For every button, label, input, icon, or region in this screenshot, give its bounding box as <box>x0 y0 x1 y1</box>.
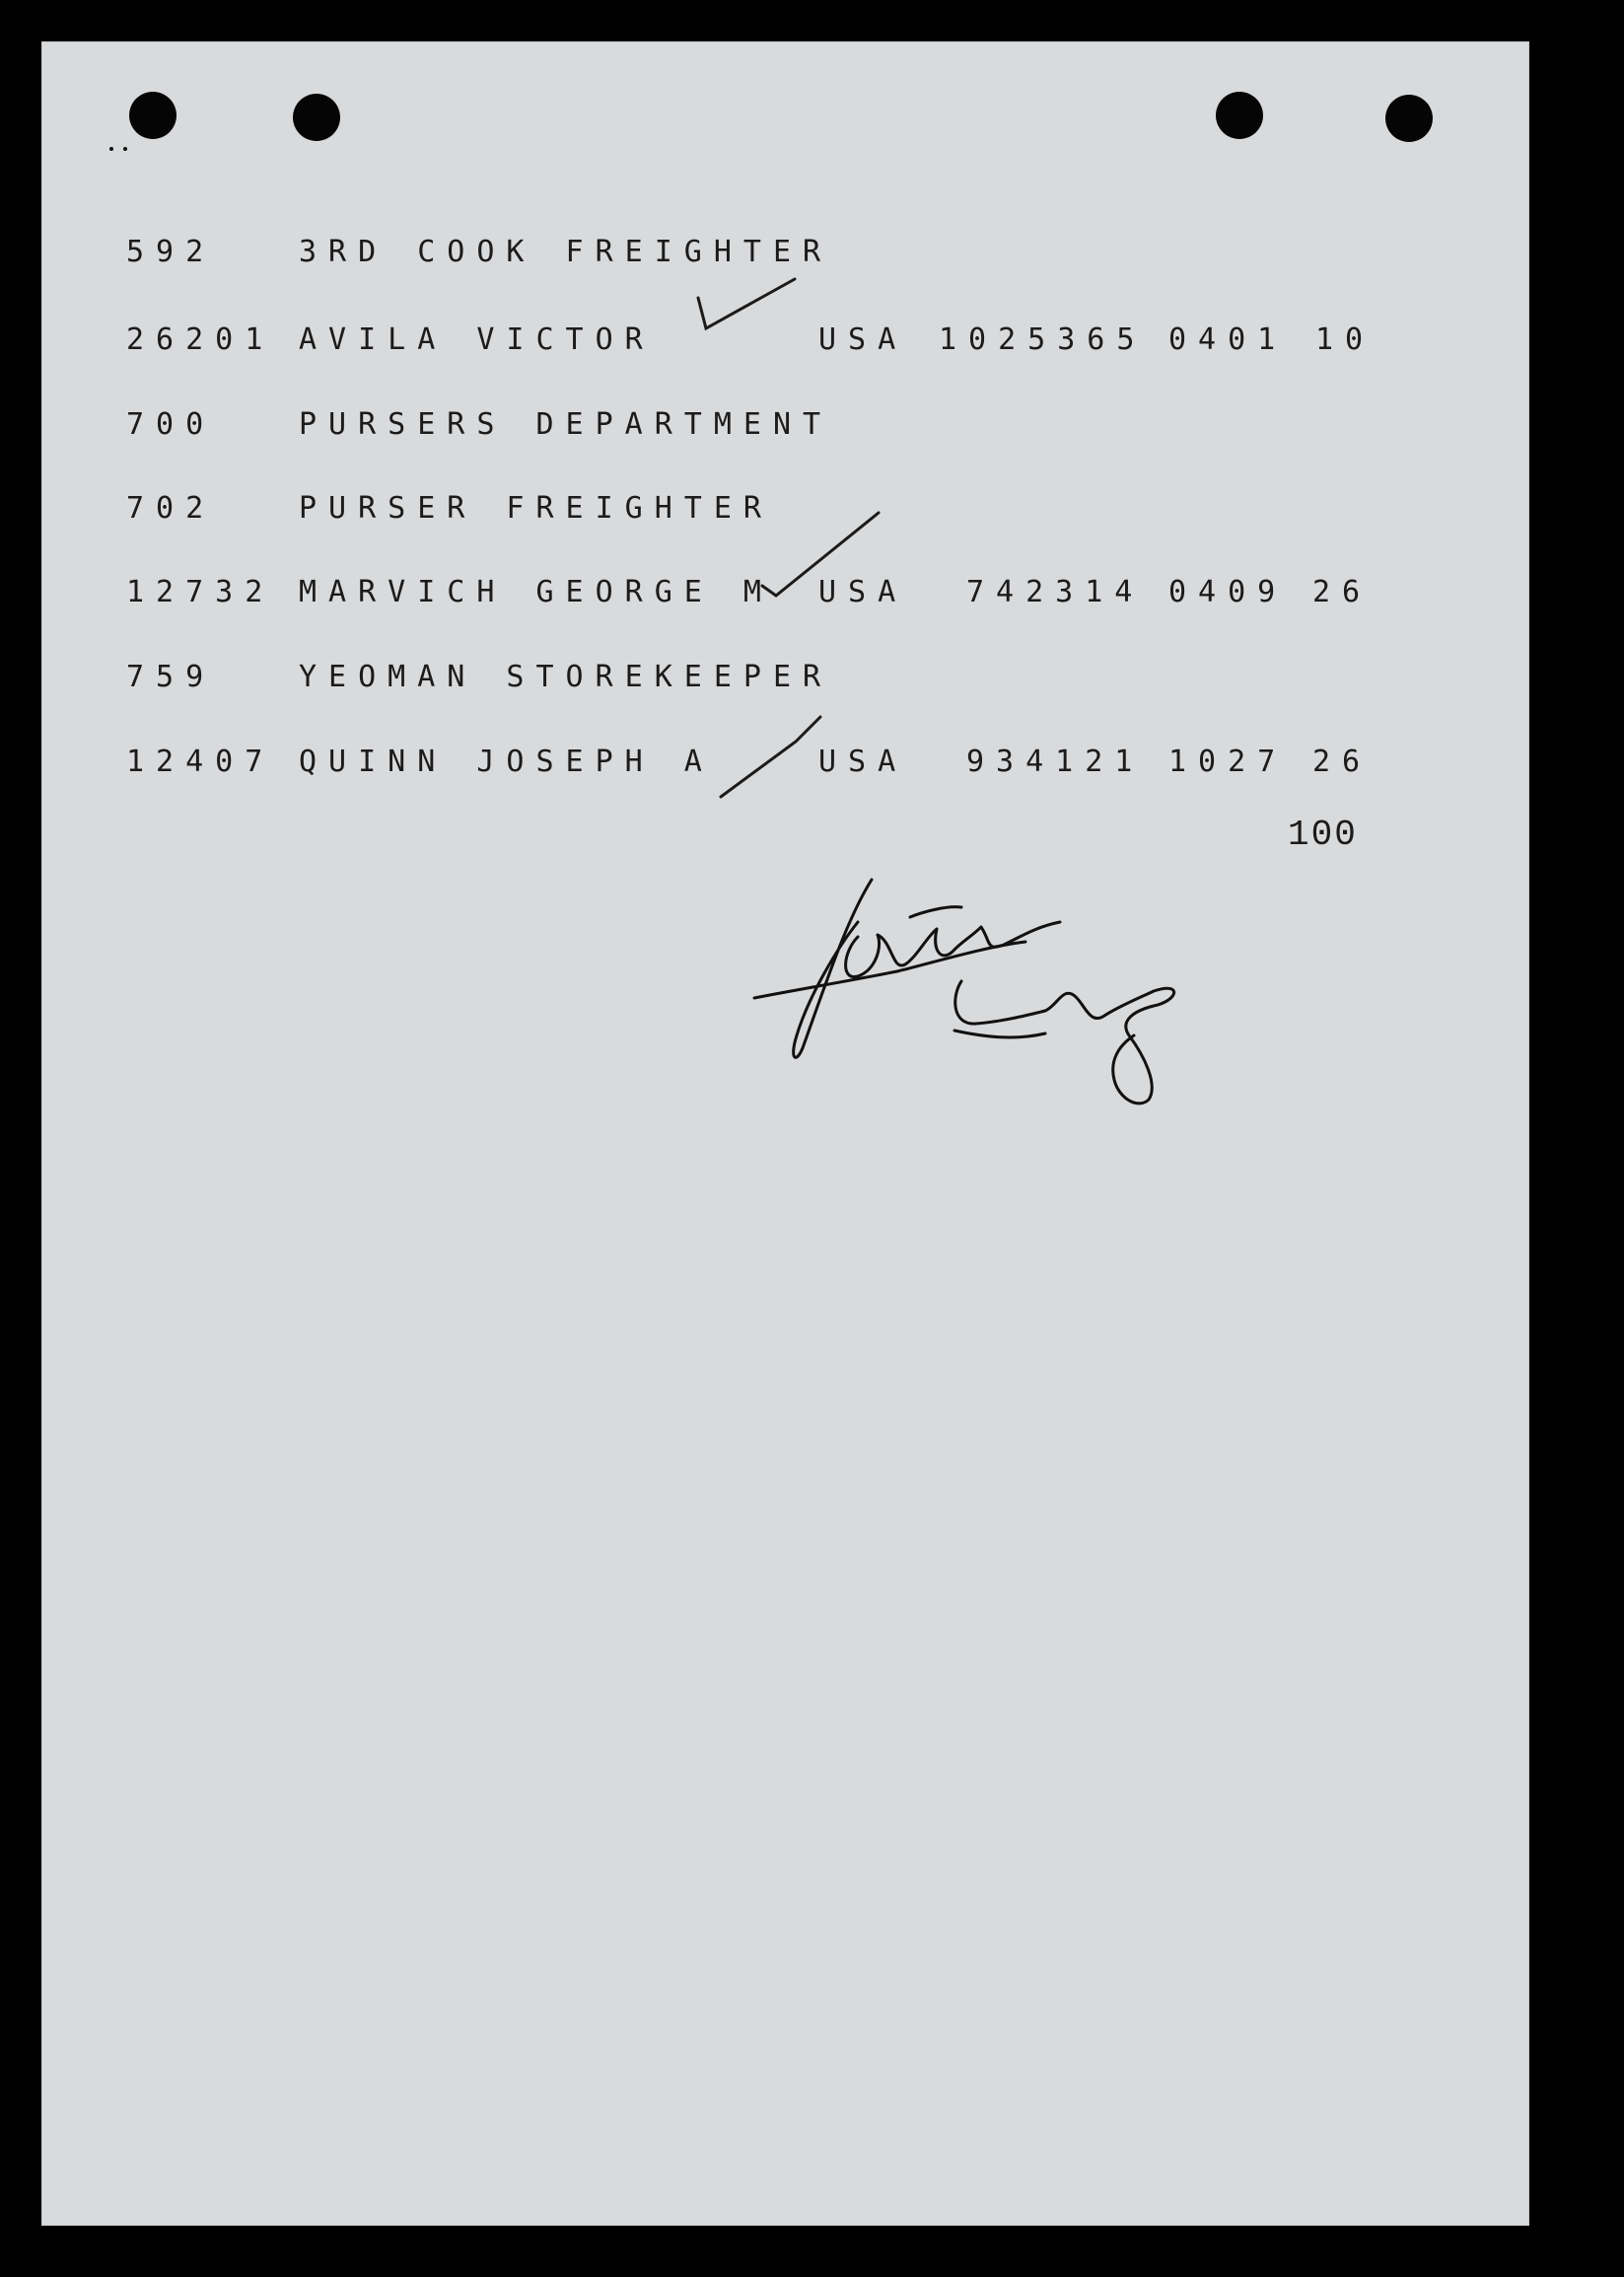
record-code: 592 <box>126 235 216 269</box>
record-value: 26 <box>1312 575 1373 609</box>
page-number: 100 <box>1288 815 1358 855</box>
record-country: USA <box>818 322 908 357</box>
record-text: AVILA VICTOR <box>299 322 655 357</box>
punch-hole-3 <box>1216 92 1263 139</box>
record-date: 1027 <box>1168 745 1288 779</box>
record-row <box>126 573 1373 612</box>
punch-hole-2 <box>293 94 340 141</box>
record-row <box>126 405 833 445</box>
record-text: YEOMAN STOREKEEPER <box>299 660 833 694</box>
record-text: PURSERS DEPARTMENT <box>299 407 833 442</box>
record-row <box>126 320 1376 360</box>
record-country: USA <box>818 575 908 609</box>
punch-hole-1 <box>129 92 177 139</box>
record-row <box>126 489 773 529</box>
record-text: PURSER FREIGHTER <box>299 491 773 526</box>
record-country: USA <box>818 745 908 779</box>
record-text: 3RD COOK FREIGHTER <box>299 235 833 269</box>
record-row <box>126 658 833 697</box>
record-code: 26201 <box>126 322 275 357</box>
record-code: 759 <box>126 660 216 694</box>
record-code: 700 <box>126 407 216 442</box>
record-date: 0401 <box>1168 322 1288 357</box>
record-code: 12732 <box>126 575 275 609</box>
record-code: 702 <box>126 491 216 526</box>
document-page <box>41 41 1529 2226</box>
record-value: 10 <box>1315 322 1376 357</box>
record-code: 12407 <box>126 745 275 779</box>
record-value: 26 <box>1312 745 1373 779</box>
record-number: 934121 <box>966 745 1145 779</box>
record-number: 1025365 <box>939 322 1147 357</box>
record-row <box>126 233 833 272</box>
record-text: MARVICH GEORGE M <box>299 575 773 609</box>
record-row <box>126 743 1373 782</box>
record-date: 0409 <box>1168 575 1288 609</box>
record-number: 742314 <box>966 575 1145 609</box>
margin-specks <box>109 136 137 155</box>
punch-hole-4 <box>1385 95 1433 142</box>
record-text: QUINN JOSEPH A <box>299 745 714 779</box>
